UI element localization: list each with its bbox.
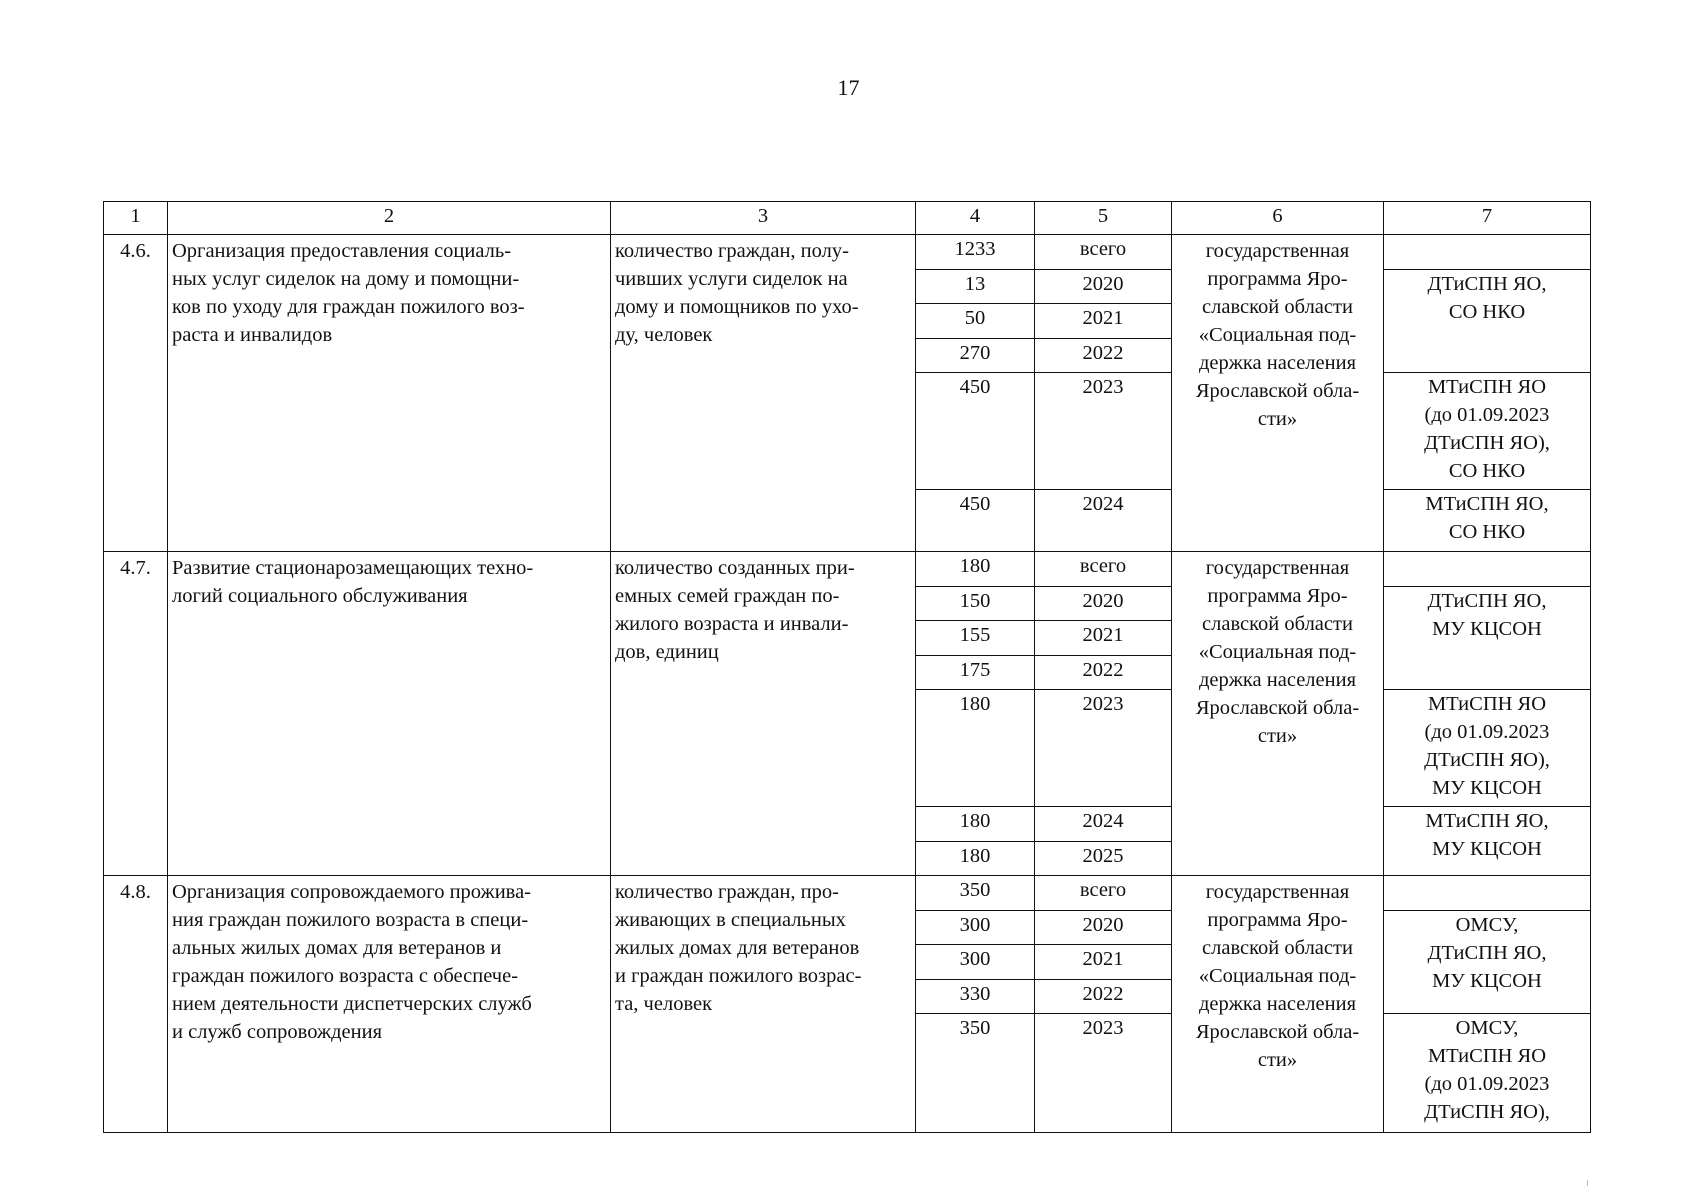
header-col-3: 3 xyxy=(611,202,916,235)
responsible-executor: МТиСПН ЯО (до 01.09.2023 ДТиСПН ЯО), СО НКО xyxy=(1384,373,1591,490)
indicator-year: 2023 xyxy=(1035,1014,1172,1133)
section-number: 4.6. xyxy=(104,235,168,552)
indicator-value: 300 xyxy=(916,910,1035,945)
page-number: 17 xyxy=(837,75,860,100)
indicator-name: количество граждан, про- живающих в специальных жилых домах для ветеранов и граждан пожилого возрас- та, человек xyxy=(611,876,916,1133)
indicator-value: 270 xyxy=(916,338,1035,373)
indicator-value: 1233 xyxy=(916,235,1035,270)
indicator-year: 2025 xyxy=(1035,841,1172,876)
responsible-executor: ОМСУ, МТиСПН ЯО (до 01.09.2023 ДТиСПН ЯО), xyxy=(1384,1014,1591,1133)
scan-mark xyxy=(1587,1180,1588,1186)
indicator-value: 450 xyxy=(916,373,1035,490)
indicator-year: 2024 xyxy=(1035,807,1172,842)
indicator-value: 175 xyxy=(916,655,1035,690)
responsible-executor: МТиСПН ЯО (до 01.09.2023 ДТиСПН ЯО), МУ КЦСОН xyxy=(1384,690,1591,807)
indicator-value: 180 xyxy=(916,807,1035,842)
measure-name: Организация предоставления социаль- ных услуг сиделок на дому и помощни- ков по уходу для граждан пожилого воз- раста и инвалидов xyxy=(168,235,611,552)
indicator-year: 2023 xyxy=(1035,690,1172,807)
indicator-value: 330 xyxy=(916,979,1035,1014)
indicator-name: количество созданных при- емных семей граждан по- жилого возраста и инвали- дов, единиц xyxy=(611,552,916,876)
indicator-value: 450 xyxy=(916,490,1035,552)
measure-name: Организация сопровождаемого прожива- ния граждан пожилого возраста в специ- альных жилых домах для ветеранов и граждан пожилого возраста с обеспече- нием деятельности диспетчерских служб и служб сопровождения xyxy=(168,876,611,1133)
responsible-empty xyxy=(1384,235,1591,270)
header-col-7: 7 xyxy=(1384,202,1591,235)
section-number: 4.8. xyxy=(104,876,168,1133)
indicator-year: всего xyxy=(1035,876,1172,911)
indicator-year: 2023 xyxy=(1035,373,1172,490)
table-header-row xyxy=(104,202,1591,235)
indicator-value: 50 xyxy=(916,304,1035,339)
table-row xyxy=(104,552,1591,587)
program-source: государственная программа Яро- славской области «Социальная под- держка населения Ярославской обла- сти» xyxy=(1172,552,1384,876)
indicator-year: 2021 xyxy=(1035,304,1172,339)
measure-name: Развитие стационарозамещающих техно- логий социального обслуживания xyxy=(168,552,611,876)
responsible-empty xyxy=(1384,876,1591,911)
indicator-value: 155 xyxy=(916,621,1035,656)
indicator-value: 350 xyxy=(916,876,1035,911)
indicator-year: 2021 xyxy=(1035,945,1172,980)
indicator-name: количество граждан, полу- чивших услуги сиделок на дому и помощников по ухо- ду, человек xyxy=(611,235,916,552)
indicator-year: 2022 xyxy=(1035,979,1172,1014)
table-row xyxy=(104,235,1591,270)
indicator-year: 2024 xyxy=(1035,490,1172,552)
indicator-year: 2021 xyxy=(1035,621,1172,656)
header-col-4: 4 xyxy=(916,202,1035,235)
responsible-executor: ДТиСПН ЯО, СО НКО xyxy=(1384,269,1591,373)
responsible-executor: ДТиСПН ЯО, МУ КЦСОН xyxy=(1384,586,1591,690)
indicator-year: 2020 xyxy=(1035,269,1172,304)
header-col-5: 5 xyxy=(1035,202,1172,235)
program-source: государственная программа Яро- славской области «Социальная под- держка населения Ярославской обла- сти» xyxy=(1172,876,1384,1133)
header-col-1: 1 xyxy=(104,202,168,235)
program-source: государственная программа Яро- славской области «Социальная под- держка населения Ярославской обла- сти» xyxy=(1172,235,1384,552)
responsible-empty xyxy=(1384,552,1591,587)
indicator-value: 350 xyxy=(916,1014,1035,1133)
measures-table xyxy=(103,201,1591,1133)
responsible-executor: ОМСУ, ДТиСПН ЯО, МУ КЦСОН xyxy=(1384,910,1591,1014)
indicator-value: 13 xyxy=(916,269,1035,304)
indicator-year: всего xyxy=(1035,235,1172,270)
header-col-6: 6 xyxy=(1172,202,1384,235)
indicator-value: 180 xyxy=(916,552,1035,587)
header-col-2: 2 xyxy=(168,202,611,235)
responsible-executor: МТиСПН ЯО, МУ КЦСОН xyxy=(1384,807,1591,876)
indicator-value: 150 xyxy=(916,586,1035,621)
section-number: 4.7. xyxy=(104,552,168,876)
indicator-year: 2020 xyxy=(1035,910,1172,945)
table-row xyxy=(104,876,1591,911)
indicator-year: 2022 xyxy=(1035,655,1172,690)
responsible-executor: МТиСПН ЯО, СО НКО xyxy=(1384,490,1591,552)
indicator-year: всего xyxy=(1035,552,1172,587)
indicator-value: 180 xyxy=(916,841,1035,876)
indicator-value: 180 xyxy=(916,690,1035,807)
indicator-year: 2020 xyxy=(1035,586,1172,621)
indicator-year: 2022 xyxy=(1035,338,1172,373)
indicator-value: 300 xyxy=(916,945,1035,980)
